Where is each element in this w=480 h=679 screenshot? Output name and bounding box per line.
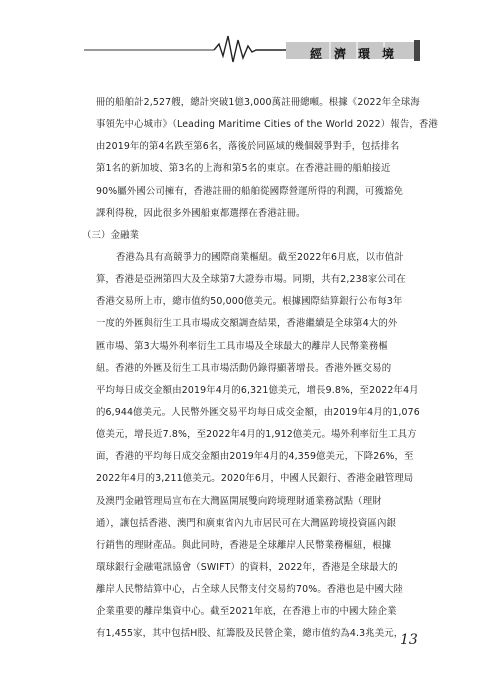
continued-paragraph — [96, 92, 438, 225]
page-number: 13 — [400, 632, 418, 648]
text-line: 環球銀行金融電訊協會（SWIFT）的資料，2022年，香港是全球最大的 — [96, 561, 398, 573]
header-end-bar — [414, 40, 420, 61]
page-body — [82, 92, 438, 646]
text-line: 香港交易所上市，總市值約50,000億美元。根據國際結算銀行公布每3年 — [96, 296, 403, 308]
text-line: 香港為具有高競爭力的國際商業樞紐。截至2022年6月底，以市值計 — [116, 251, 404, 263]
text-line: 的6,944億美元。人民幣外匯交易平均每日成交金額，由2019年4月的1,076 — [96, 406, 420, 418]
text-line: 通），讓包括香港、澳門和廣東省內九市居民可在大灣區跨境投資區內銀 — [96, 517, 397, 529]
text-line: 平均每日成交金額由2019年4月的6,321億美元，增長9.8%，至2022年4月 — [96, 384, 419, 396]
header-decoration — [0, 0, 480, 72]
finance-paragraph — [96, 247, 420, 646]
text-line: 一度的外匯與衍生工具市場成交額調查結果，香港繼續是全球第4大的外 — [96, 318, 398, 330]
text-line: 90%屬外國公司擁有，香港註冊的船舶從國際營運所得的利潤，可獲豁免 — [96, 185, 404, 197]
text-line: 2022年4月的3,211億美元。2020年6月，中國人民銀行、香港金融管理局 — [96, 473, 414, 485]
text-line: 億美元，增長近7.8%，至2022年4月的1,912億美元。場外利率衍生工具方 — [96, 429, 417, 441]
text-line: 行銷售的理財產品。與此同時，香港是全球離岸人民幣業務樞紐，根據 — [96, 539, 392, 551]
section-heading: （三）金融業 — [82, 229, 140, 241]
text-line: 由2019年的第4名跌至第6名，落後於同區域的幾個競爭對手，包括排名 — [96, 141, 400, 153]
text-line: 算，香港是亞洲第四大及全球第7大證券市場。同期，共有2,238家公司在 — [96, 274, 406, 286]
text-line: 離岸人民幣結算中心，占全球人民幣支付交易約70%。香港也是中國大陸 — [96, 584, 404, 596]
text-line: 有1,455家，其中包括H股、紅籌股及民營企業，總市值約為4.3兆美元， — [96, 628, 404, 640]
text-line: 企業重要的離岸集資中心。截至2021年底，在香港上市的中國大陸企業 — [96, 606, 397, 618]
text-line: 及澳門金融管理局宣布在大灣區開展雙向跨境理財通業務試點（理財 — [96, 495, 382, 507]
text-line: 課利得稅，因此很多外國船東都選擇在香港註冊。 — [96, 207, 306, 219]
text-line: 紐。香港的外匯及衍生工具市場活動仍錄得顯著增長。香港外匯交易的 — [96, 362, 392, 374]
pulse-line — [214, 36, 286, 62]
header-title: 經濟環境 — [309, 47, 406, 61]
text-line: 面，香港的平均每日成交金額由2019年4月的4,359億美元，下降26%，至 — [96, 451, 414, 463]
page-header — [0, 0, 480, 72]
text-line: 第1名的新加坡、第3名的上海和第5名的東京。在香港註冊的船舶接近 — [96, 163, 391, 175]
text-line: 匯市場、第3大場外利率衍生工具市場及全球最大的離岸人民幣業務樞 — [96, 340, 388, 352]
text-line: 冊的船舶計2,527艘，總計突破1億3,000萬註冊總噸。根據《2022年全球海 — [96, 97, 420, 108]
text-line: 事領先中心城市》（Leading Maritime Cities of the World 2022）報告，香港 — [96, 119, 438, 131]
